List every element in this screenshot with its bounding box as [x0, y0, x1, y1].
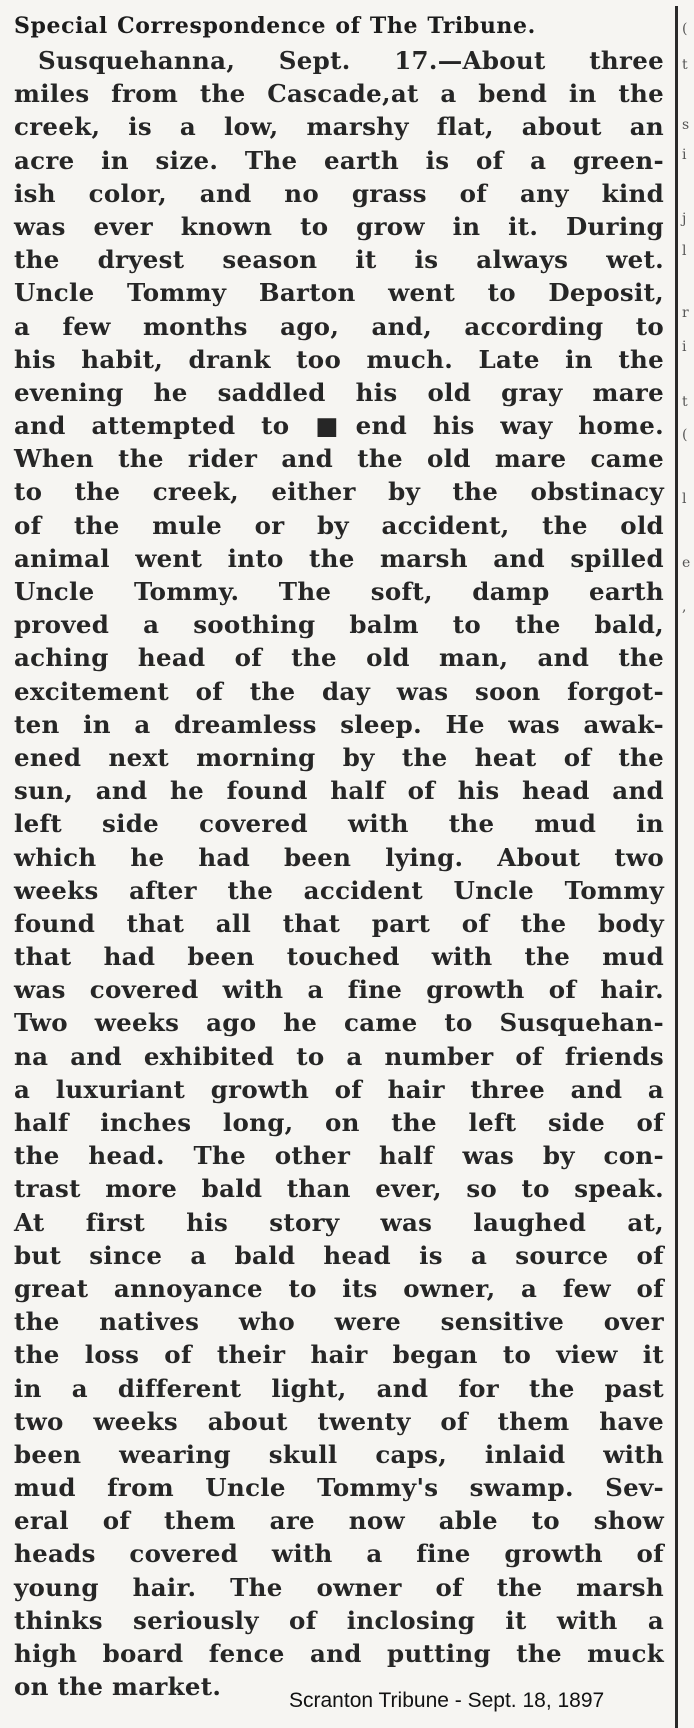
text-line: was covered with a fine growth of hair.	[14, 975, 664, 1005]
text-line: mud from Uncle Tommy's swamp. Sev-	[14, 1473, 664, 1503]
text-line: proved a soothing balm to the bald,	[14, 610, 664, 640]
text-line: the head. The other half was by con-	[14, 1141, 664, 1171]
edge-fragment: t	[682, 394, 688, 410]
text-line: half inches long, on the left side of	[14, 1108, 664, 1137]
edge-fragment: i	[682, 339, 687, 355]
text-line: a few months ago, and, according to	[14, 311, 664, 341]
text-line: ten in a dreamless sleep. He was awak-	[14, 709, 664, 739]
text-line: the dryest season it is always wet.	[14, 245, 664, 275]
edge-fragment: l	[682, 243, 687, 259]
text-line: the loss of their hair began to view it	[14, 1340, 664, 1370]
text-line: that had been touched with the mud	[14, 942, 664, 972]
column-rule	[675, 6, 678, 1728]
text-line: was ever known to grow in it. During	[14, 211, 664, 241]
text-line: high board fence and putting the muck	[14, 1639, 664, 1668]
text-line: heads covered with a fine growth of	[14, 1539, 664, 1569]
text-line: the natives who were sensitive over	[14, 1307, 664, 1337]
text-line: ish color, and no grass of any kind	[14, 178, 664, 208]
text-line: At first his story was laughed at,	[14, 1207, 664, 1237]
text-line: which he had been lying. About two	[14, 842, 664, 872]
text-line: in a different light, and for the past	[14, 1373, 664, 1403]
text-line: trast more bald than ever, so to speak.	[14, 1174, 664, 1204]
text-line: sun, and he found half of his head and	[14, 776, 664, 806]
text-line: to the creek, either by the obstinacy	[14, 477, 664, 507]
text-line: animal went into the marsh and spilled	[14, 543, 664, 573]
edge-fragment: (	[682, 21, 688, 37]
adjacent-column-fragments	[682, 0, 694, 1728]
edge-fragment: r	[682, 305, 689, 321]
text-line: na and exhibited to a number of friends	[14, 1041, 664, 1071]
text-line: evening he saddled his old gray mare	[14, 377, 664, 407]
article-header: Special Correspondence of The Tribune.	[14, 13, 536, 39]
article	[14, 8, 664, 1703]
text-line: and attempted to ■end his way home.	[14, 411, 664, 441]
edge-fragment: i	[682, 147, 687, 163]
text-line: young hair. The owner of the marsh	[14, 1572, 664, 1602]
edge-fragment: ,	[682, 599, 687, 615]
article-body	[14, 44, 664, 1703]
text-line: of the mule or by accident, the old	[14, 510, 664, 540]
text-line: his habit, drank too much. Late in the	[14, 344, 664, 374]
edge-fragment: t	[682, 57, 688, 73]
text-line: Uncle Tommy Barton went to Deposit,	[14, 278, 664, 308]
text-line: left side covered with the mud in	[14, 809, 664, 839]
text-line: found that all that part of the body	[14, 908, 664, 938]
edge-fragment: (	[682, 427, 688, 443]
text-line: When the rider and the old mare came	[14, 444, 664, 474]
text-line: a luxuriant growth of hair three and a	[14, 1074, 664, 1104]
text-line: weeks after the accident Uncle Tommy	[14, 875, 664, 905]
text-line: been wearing skull caps, inlaid with	[14, 1439, 664, 1469]
edge-fragment: l	[682, 491, 687, 507]
text-line: two weeks about twenty of them have	[14, 1406, 664, 1436]
edge-fragment: e	[682, 555, 691, 571]
text-line: Uncle Tommy. The soft, damp earth	[14, 577, 664, 606]
text-line: excitement of the day was soon forgot-	[14, 676, 664, 706]
text-line: great annoyance to its owner, a few of	[14, 1273, 664, 1303]
text-line: but since a bald head is a source of	[14, 1240, 664, 1270]
text-line: acre in size. The earth is of a green-	[14, 145, 664, 175]
text-line: creek, is a low, marshy flat, about an	[14, 112, 664, 142]
text-line: on the market.	[14, 1672, 222, 1702]
text-line: Susquehanna, Sept. 17.—About three	[38, 46, 664, 75]
text-line: ened next morning by the heat of the	[14, 742, 664, 772]
edge-fragment: s	[682, 117, 690, 133]
text-line: thinks seriously of inclosing it with a	[14, 1605, 664, 1635]
text-line: aching head of the old man, and the	[14, 643, 664, 673]
edge-fragment: j	[682, 211, 687, 227]
source-caption: Scranton Tribune - Sept. 18, 1897	[289, 1689, 605, 1712]
text-line: eral of them are now able to show	[14, 1506, 664, 1536]
text-line: Two weeks ago he came to Susquehan-	[14, 1008, 664, 1038]
text-line: miles from the Cascade,at a bend in the	[14, 79, 664, 109]
